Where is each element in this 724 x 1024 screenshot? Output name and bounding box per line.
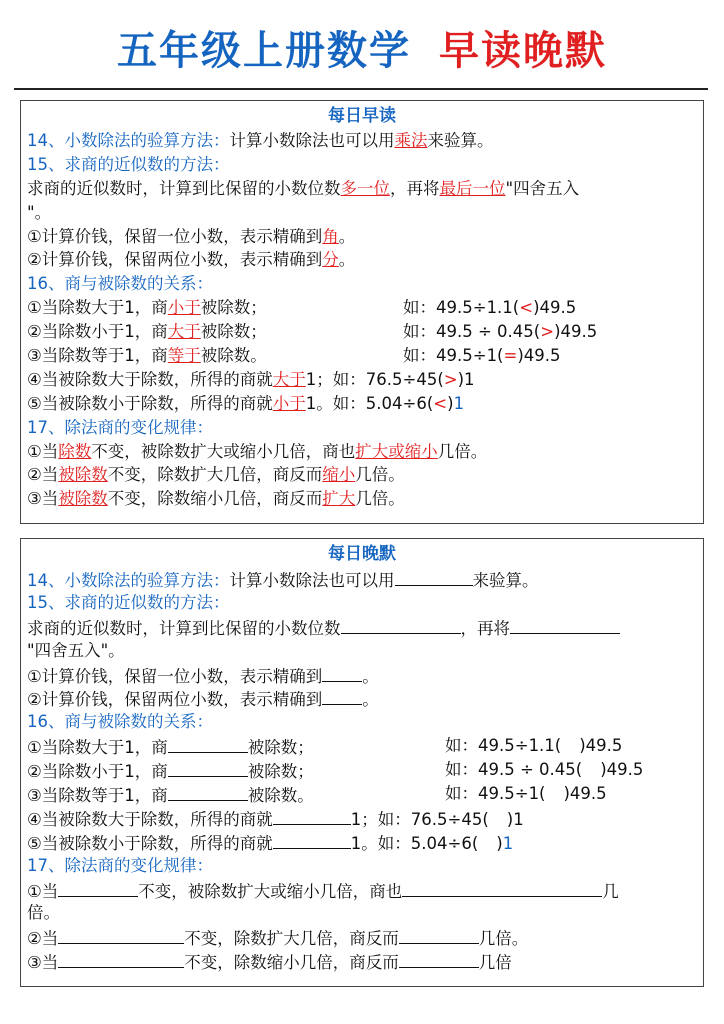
item-text: ①计算价钱，保留一位小数，表示精确到	[27, 226, 323, 246]
answer-blank[interactable]	[273, 806, 351, 825]
example-tail: )49.5	[554, 322, 598, 342]
answer-blank[interactable]	[399, 949, 479, 968]
answer-dividend: 被除数	[58, 489, 108, 509]
section-15-item-2	[27, 248, 697, 272]
change-rule-1-wrap: 倍。	[27, 903, 60, 923]
section-16-label: 16、商与被除数的关系：	[27, 274, 213, 294]
example-text: 如：49.5 ÷ 0.45(	[445, 760, 583, 780]
row-tail: 被除数；	[247, 762, 314, 782]
example-answer: >	[540, 322, 555, 342]
rule-tail: 几倍。	[355, 489, 405, 509]
example-tail: )49.5	[579, 736, 623, 756]
rule-tail: 几	[602, 881, 619, 901]
example-text: 如：49.5÷1(	[445, 784, 546, 804]
answer-blank[interactable]	[168, 734, 248, 753]
answer-less-than: 小于	[167, 298, 201, 318]
example-text: 如：49.5 ÷ 0.45(	[403, 322, 541, 342]
rule-tail: 几倍。	[437, 441, 488, 461]
evening-heading: 每日晚默	[328, 544, 396, 564]
answer-blank[interactable]	[322, 686, 362, 705]
example-text: 如：49.5÷1.1(	[445, 736, 562, 756]
section-14-label: 14、小数除法的验算方法：	[27, 131, 230, 150]
section-14-text: 计算小数除法也可以用	[229, 571, 395, 590]
rule-text: ②当	[27, 465, 59, 485]
answer-blank[interactable]	[273, 830, 351, 849]
relation-row-5	[27, 392, 697, 416]
section-15-label: 15、求商的近似数的方法：	[27, 154, 230, 174]
change-rule-3	[27, 487, 697, 511]
example-answer: >	[443, 369, 458, 389]
section-17-label: 17、除法商的变化规律：	[27, 417, 213, 437]
relation-row-3	[27, 782, 697, 806]
example-answer: <	[519, 298, 534, 318]
section-14	[27, 129, 697, 153]
row-tail: 被除数；	[200, 298, 267, 318]
page-title	[0, 26, 724, 76]
morning-reading-panel	[20, 100, 704, 524]
row-text: ③当除数等于1，商	[27, 786, 168, 806]
example	[445, 782, 607, 806]
item-tail: 。	[362, 666, 379, 686]
change-rule-2	[27, 463, 697, 487]
row-text: ⑤当被除数小于除数，所得的商就	[27, 833, 273, 853]
section-15-item-2	[27, 686, 697, 710]
change-rule-1	[27, 878, 697, 902]
answer-blank[interactable]	[58, 949, 184, 968]
section-15-mid: ，再将	[460, 618, 510, 638]
row-tail: 1；如：76.5÷45(	[350, 809, 489, 829]
rule-tail: 几倍。	[355, 465, 405, 485]
row-text: ①当除数大于1，商	[27, 738, 168, 758]
example-value: 1	[502, 833, 514, 853]
answer-blank[interactable]	[341, 615, 461, 634]
example-answer: <	[433, 393, 448, 413]
rule-mid: 不变，除数缩小几倍，商反而	[184, 953, 399, 973]
rule-text: ①当	[27, 881, 59, 901]
rule-mid: 不变，除数扩大几倍，商反而	[184, 929, 399, 949]
row-text: ①当除数大于1，商	[27, 298, 168, 318]
answer-blank[interactable]	[399, 925, 479, 944]
relation-row-1	[27, 734, 697, 758]
section-15-pre: 求商的近似数时，计算到比保留的小数位数	[27, 618, 341, 638]
rule-mid: 不变，除数缩小几倍，商反而	[107, 489, 323, 509]
example	[445, 758, 643, 782]
section-14-label: 14、小数除法的验算方法：	[27, 571, 230, 590]
morning-heading: 每日早读	[328, 106, 396, 126]
example-tail: )	[447, 393, 454, 413]
answer-blank[interactable]	[402, 878, 602, 897]
change-rule-3	[27, 949, 697, 973]
section-15-pre: 求商的近似数时，计算到比保留的小数位数	[27, 178, 341, 198]
answer-one-more-digit: 多一位	[340, 178, 390, 198]
relation-row-3	[27, 344, 697, 368]
example	[403, 296, 576, 320]
example-tail: )49.5	[533, 298, 577, 318]
answer-expand: 扩大	[322, 489, 356, 509]
section-15-wrap: "四舍五入"。	[27, 640, 125, 660]
answer-multiplication: 乘法	[394, 131, 428, 150]
answer-blank[interactable]	[510, 615, 620, 634]
example-text: 如：49.5÷1(	[403, 346, 504, 366]
section-17-label: 17、除法商的变化规律：	[27, 855, 213, 875]
section-14-text: 计算小数除法也可以用	[229, 131, 395, 150]
relation-row-4	[27, 368, 697, 392]
answer-expand-or-shrink: 扩大或缩小	[355, 441, 438, 461]
title-main: 五年级上册数学	[117, 28, 411, 74]
example-text: 如：49.5÷1.1(	[403, 298, 520, 318]
example-tail: )1	[457, 369, 475, 389]
answer-equal-to: 等于	[167, 346, 201, 366]
answer-blank[interactable]	[168, 782, 248, 801]
example-tail: )49.5	[563, 784, 607, 804]
section-15-text	[27, 177, 697, 201]
row-text: ⑤当被除数小于除数，所得的商就	[27, 393, 273, 413]
section-14-tail: 来验算。	[427, 131, 494, 150]
section-15-item-1	[27, 663, 697, 687]
relation-row-2	[27, 758, 697, 782]
section-15-text	[27, 615, 697, 639]
item-tail: 。	[338, 226, 356, 246]
row-text: ④当被除数大于除数，所得的商就	[27, 369, 273, 389]
rule-mid: 不变，被除数扩大或缩小几倍，商也	[91, 441, 356, 461]
answer-blank[interactable]	[58, 925, 184, 944]
answer-dividend: 被除数	[58, 465, 108, 485]
title-sub: 早读晚默	[439, 28, 607, 74]
answer-jiao: 角	[322, 226, 339, 246]
answer-divisor: 除数	[58, 441, 92, 461]
row-tail: 1。如：5.04÷6(	[305, 393, 434, 413]
example-tail: )1	[506, 809, 524, 829]
rule-mid: 不变，除数扩大几倍，商反而	[107, 465, 323, 485]
relation-row-4	[27, 806, 697, 830]
rule-text: ③当	[27, 489, 59, 509]
answer-fen: 分	[322, 250, 339, 270]
row-tail: 被除数；	[247, 738, 314, 758]
example-tail: )	[496, 833, 503, 853]
answer-shrink: 缩小	[322, 465, 356, 485]
answer-blank[interactable]	[168, 758, 248, 777]
evening-dictation-panel	[20, 538, 704, 987]
section-15-label: 15、求商的近似数的方法：	[27, 592, 230, 612]
relation-row-5	[27, 830, 697, 854]
example	[403, 344, 561, 368]
rule-text: ①当	[27, 441, 59, 461]
row-tail: 被除数；	[200, 322, 267, 342]
row-text: ②当除数小于1，商	[27, 322, 168, 342]
rule-tail: 几倍	[478, 953, 512, 973]
section-16-label: 16、商与被除数的关系：	[27, 712, 213, 732]
example	[403, 320, 597, 344]
row-text: ③当除数等于1，商	[27, 346, 168, 366]
section-15-post: "四舍五入	[505, 178, 580, 198]
answer-greater-than: 大于	[272, 369, 306, 389]
change-rule-1	[27, 440, 697, 464]
example-value: 1	[453, 393, 465, 413]
answer-less-than: 小于	[272, 393, 306, 413]
rule-mid: 不变，被除数扩大或缩小几倍，商也	[138, 881, 403, 901]
example	[445, 734, 622, 758]
answer-blank[interactable]	[322, 663, 362, 682]
relation-row-2	[27, 320, 697, 344]
item-text: ②计算价钱，保留两位小数，表示精确到	[27, 250, 323, 270]
section-15-mid: ，再将	[390, 178, 440, 198]
row-tail: 1。如：5.04÷6(	[350, 833, 479, 853]
row-tail: 1；如：76.5÷45(	[305, 369, 444, 389]
section-14	[27, 567, 697, 591]
answer-last-digit: 最后一位	[439, 178, 506, 198]
row-tail: 被除数。	[247, 786, 314, 806]
item-text: ②计算价钱，保留两位小数，表示精确到	[27, 690, 323, 710]
item-tail: 。	[338, 250, 356, 270]
example-tail: )49.5	[517, 346, 561, 366]
rule-text: ③当	[27, 953, 59, 973]
row-tail: 被除数。	[200, 346, 267, 366]
answer-greater-than: 大于	[167, 322, 201, 342]
example-tail: )49.5	[600, 760, 644, 780]
change-rule-2	[27, 925, 697, 949]
row-text: ④当被除数大于除数，所得的商就	[27, 809, 273, 829]
example-answer: =	[503, 346, 518, 366]
section-14-tail: 来验算。	[472, 571, 539, 590]
rule-text: ②当	[27, 929, 59, 949]
section-15-item-1	[27, 225, 697, 249]
row-text: ②当除数小于1，商	[27, 762, 168, 782]
item-tail: 。	[362, 690, 379, 710]
relation-row-1	[27, 296, 697, 320]
answer-blank[interactable]	[395, 567, 473, 586]
rule-tail: 几倍。	[478, 929, 529, 949]
answer-blank[interactable]	[58, 878, 138, 897]
item-text: ①计算价钱，保留一位小数，表示精确到	[27, 666, 323, 686]
section-15-wrap: "。	[27, 202, 52, 222]
title-divider	[14, 88, 708, 90]
